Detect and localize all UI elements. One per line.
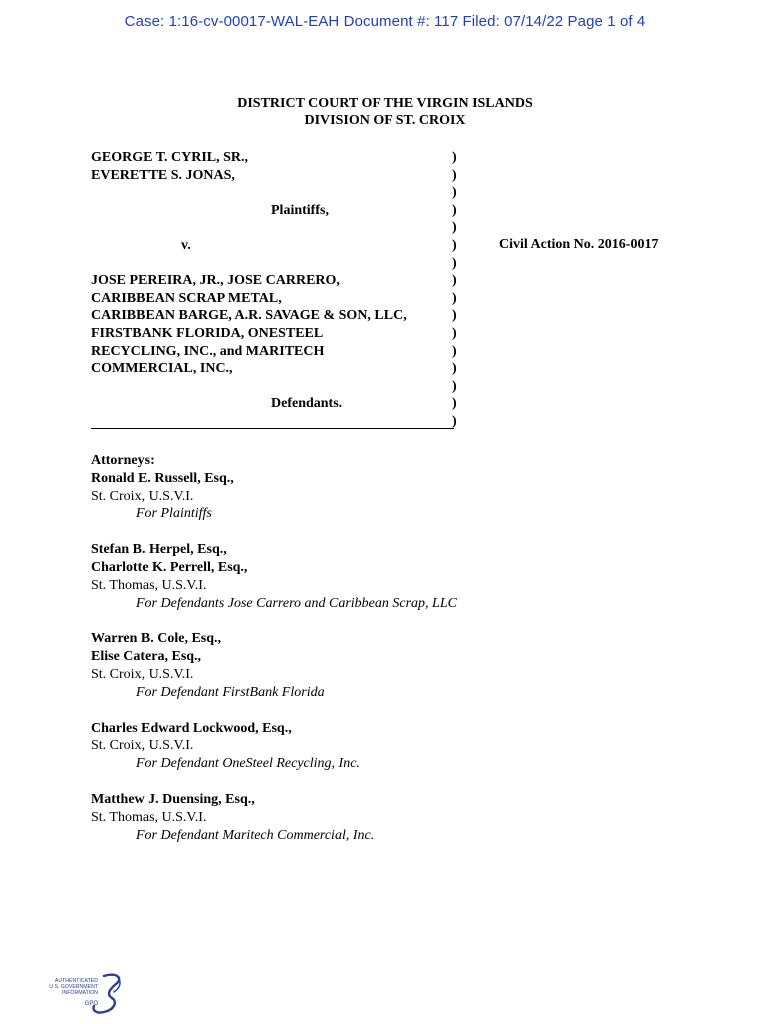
attorney-name: Ronald E. Russell, Esq., xyxy=(91,470,234,486)
caption-paren: ) xyxy=(452,413,457,429)
defendant-name: COMMERCIAL, INC., xyxy=(91,361,233,377)
caption-paren: ) xyxy=(452,185,457,201)
attorney-represents: For Defendant FirstBank Florida xyxy=(136,684,325,700)
attorney-location: St. Thomas, U.S.V.I. xyxy=(91,809,207,825)
attorneys-section xyxy=(91,452,691,862)
attorney-name: Elise Catera, Esq., xyxy=(91,649,202,665)
attorney-group xyxy=(91,720,691,773)
plaintiff-name: EVERETTE S. JONAS, xyxy=(91,167,235,183)
gpo-authentication-logo xyxy=(44,972,130,1018)
attorney-name: Charlotte K. Perrell, Esq., xyxy=(91,559,248,575)
caption-paren: ) xyxy=(452,220,457,236)
case-header-stamp: Case: 1:16-cv-00017-WAL-EAH Document #: 117 Filed: 07/14/22 Page 1 of 4 xyxy=(124,13,646,30)
attorney-name: Warren B. Cole, Esq., xyxy=(91,631,222,647)
attorney-name: Charles Edward Lockwood, Esq., xyxy=(91,720,292,736)
court-name: DISTRICT COURT OF THE VIRGIN ISLANDS xyxy=(237,96,533,111)
caption-paren: ) xyxy=(452,396,457,412)
attorney-name: Matthew J. Duensing, Esq., xyxy=(91,791,255,807)
caption-paren: ) xyxy=(452,273,457,289)
court-division: DIVISION OF ST. CROIX xyxy=(304,113,466,128)
defendants-label: Defendants. xyxy=(271,396,343,412)
attorney-represents: For Defendant OneSteel Recycling, Inc. xyxy=(136,756,360,772)
defendant-name: JOSE PEREIRA, JR., JOSE CARRERO, xyxy=(91,273,340,289)
caption-paren: ) xyxy=(452,167,457,183)
attorney-group xyxy=(91,791,691,844)
court-title xyxy=(0,95,770,129)
logo-text: U.S. GOVERNMENT xyxy=(49,984,98,990)
logo-text: INFORMATION xyxy=(62,990,98,996)
plaintiffs-label: Plaintiffs, xyxy=(271,202,329,218)
defendant-name: RECYCLING, INC., and MARITECH xyxy=(91,343,325,359)
caption-paren: ) xyxy=(452,308,457,324)
civil-action-number: Civil Action No. 2016-0017 xyxy=(499,237,659,252)
caption-paren: ) xyxy=(452,237,457,253)
versus-label: v. xyxy=(181,237,191,253)
attorney-location: St. Croix, U.S.V.I. xyxy=(91,666,194,682)
caption-parentheses xyxy=(452,149,457,431)
caption-paren: ) xyxy=(452,361,457,377)
caption-paren: ) xyxy=(452,150,457,165)
logo-text: AUTHENTICATED xyxy=(54,978,98,984)
defendant-name: FIRSTBANK FLORIDA, ONESTEEL xyxy=(91,325,324,341)
caption-paren: ) xyxy=(452,378,457,394)
attorney-location: St. Thomas, U.S.V.I. xyxy=(91,577,207,593)
attorney-group xyxy=(91,630,691,701)
attorney-name: Stefan B. Herpel, Esq., xyxy=(91,542,227,558)
caption-paren: ) xyxy=(452,343,457,359)
caption-paren: ) xyxy=(452,202,457,218)
attorney-represents: For Defendant Maritech Commercial, Inc. xyxy=(136,827,375,843)
attorney-location: St. Croix, U.S.V.I. xyxy=(91,488,194,504)
caption-paren: ) xyxy=(452,255,457,271)
defendant-name: CARIBBEAN BARGE, A.R. SAVAGE & SON, LLC, xyxy=(91,308,407,324)
attorney-location: St. Croix, U.S.V.I. xyxy=(91,738,194,754)
attorney-represents: For Plaintiffs xyxy=(136,506,212,522)
caption-rule xyxy=(91,428,454,429)
plaintiff-name: GEORGE T. CYRIL, SR., xyxy=(91,150,249,165)
attorneys-heading: Attorneys: xyxy=(91,453,155,468)
caption-paren: ) xyxy=(452,290,457,306)
case-caption xyxy=(91,149,456,413)
logo-text: GPO xyxy=(84,1001,98,1007)
attorney-group xyxy=(91,470,691,523)
attorney-group xyxy=(91,541,691,612)
attorney-represents: For Defendants Jose Carrero and Caribbean Scrap, LLC xyxy=(136,595,457,611)
caption-paren: ) xyxy=(452,325,457,341)
defendant-name: CARIBBEAN SCRAP METAL, xyxy=(91,290,282,306)
